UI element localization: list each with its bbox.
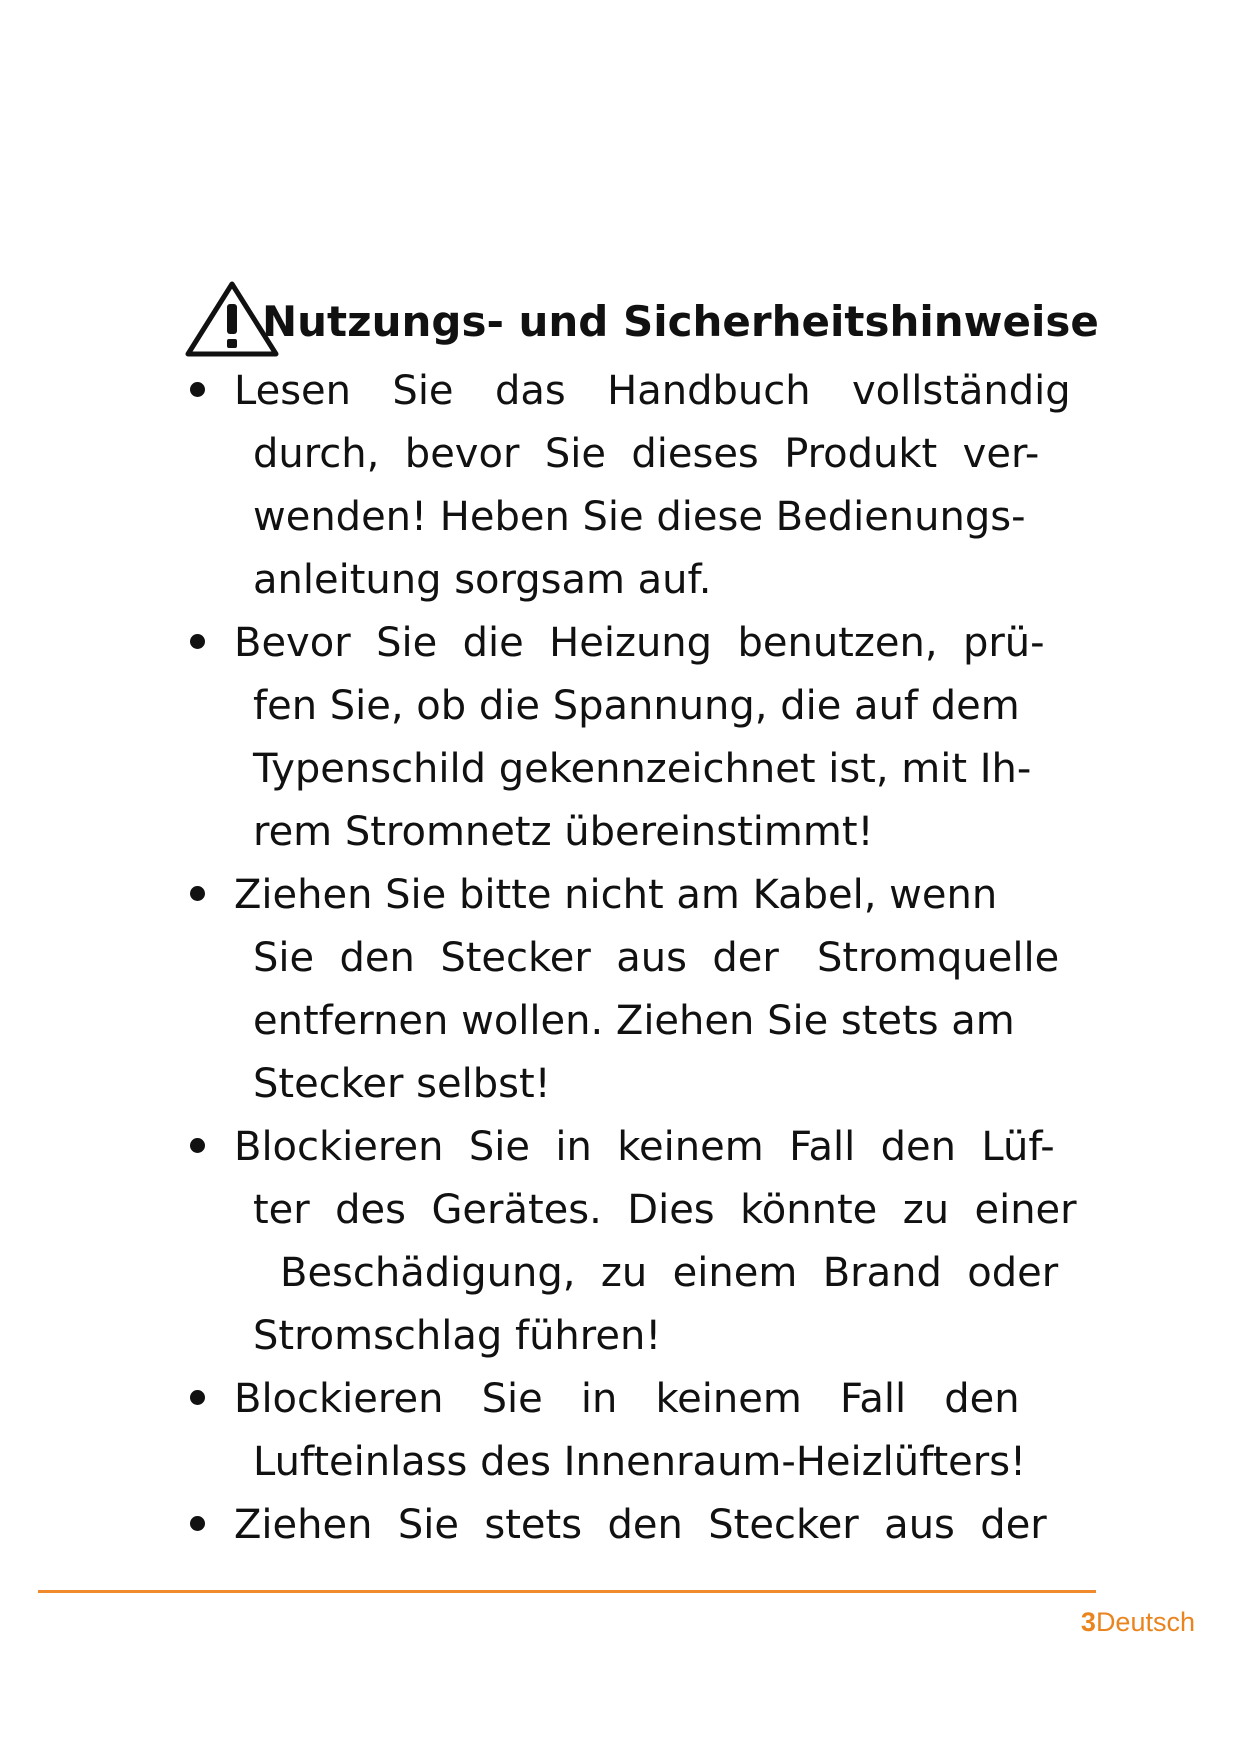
- bullet-icon: [190, 1138, 205, 1153]
- footer-divider: [38, 1590, 1096, 1593]
- bullet-icon: [190, 382, 205, 397]
- text-line: Blockieren Sie in keinem Fall den Lüf-: [234, 1124, 1055, 1170]
- text-line: fen Sie, ob die Spannung, die auf dem: [253, 683, 1020, 729]
- text-line: Typenschild gekennzeichnet ist, mit Ih-: [253, 746, 1032, 792]
- text-line: rem Stromnetz übereinstimmt!: [253, 809, 874, 855]
- list-item: [182, 360, 1142, 612]
- language-label: Deutsch: [1095, 1607, 1195, 1637]
- bullet-icon: [190, 1390, 205, 1405]
- text-line: entfernen wollen. Ziehen Sie stets am: [253, 998, 1015, 1044]
- text-line: Stecker selbst!: [253, 1061, 551, 1107]
- section-title: Nutzungs- und Sicherheitshinweise: [262, 296, 1099, 346]
- page-number: 3: [1080, 1607, 1096, 1637]
- list-item: [182, 1116, 1142, 1368]
- text-line: Lesen Sie das Handbuch vollständig: [234, 368, 1071, 414]
- text-line: Beschädigung, zu einem Brand oder: [280, 1250, 1059, 1296]
- text-line: Stromschlag führen!: [253, 1313, 662, 1359]
- section-heading: [182, 278, 1142, 360]
- page-footer: [1081, 1607, 1195, 1638]
- text-line: Blockieren Sie in keinem Fall den: [234, 1376, 1020, 1422]
- bullet-icon: [190, 886, 205, 901]
- list-item: [182, 612, 1142, 864]
- bullet-icon: [190, 634, 205, 649]
- text-line: Lufteinlass des Innenraum-Heizlüfters!: [253, 1439, 1027, 1485]
- text-line: wenden! Heben Sie diese Bedienungs-: [253, 494, 1026, 540]
- list-item: [182, 1368, 1142, 1494]
- text-line: Sie den Stecker aus der Stromquelle: [253, 935, 1060, 981]
- text-line: anleitung sorgsam auf.: [253, 557, 712, 603]
- bullet-icon: [190, 1516, 205, 1531]
- text-line: Ziehen Sie stets den Stecker aus der: [234, 1502, 1047, 1548]
- text-line: Bevor Sie die Heizung benutzen, prü-: [234, 620, 1045, 666]
- text-line: Ziehen Sie bitte nicht am Kabel, wenn: [234, 872, 998, 918]
- instruction-list: [182, 360, 1142, 1557]
- safety-instructions: [182, 278, 1142, 1557]
- text-line: ter des Gerätes. Dies könnte zu einer: [253, 1187, 1077, 1233]
- text-line: durch, bevor Sie dieses Produkt ver-: [253, 431, 1040, 477]
- list-item: [182, 864, 1142, 1116]
- list-item: [182, 1494, 1142, 1557]
